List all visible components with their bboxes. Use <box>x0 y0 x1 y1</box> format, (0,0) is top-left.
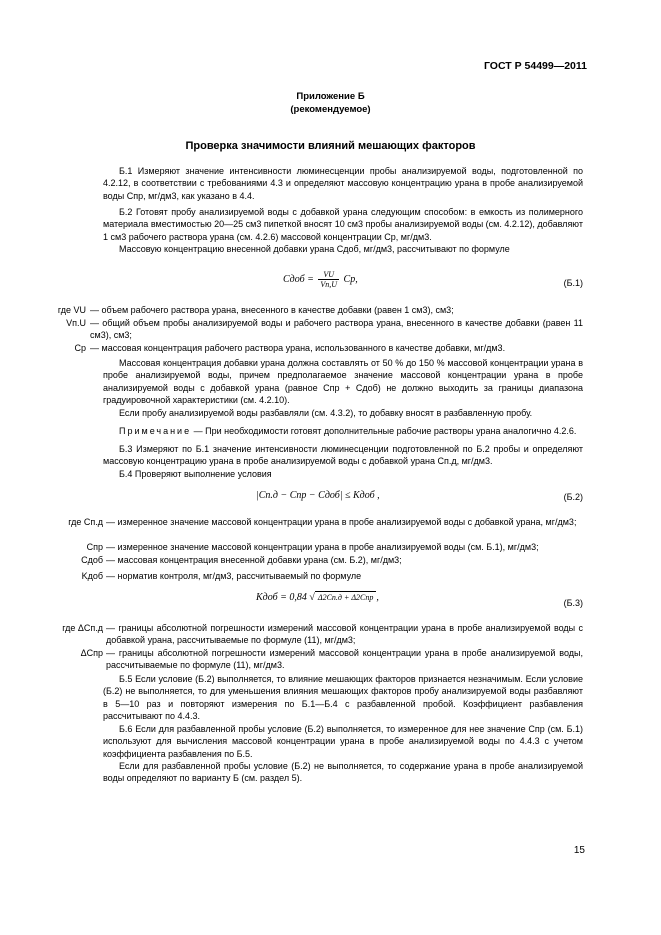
note-text: — При необходимости готовят дополнительные рабочие растворы урана аналогично 4.2.6. <box>191 426 577 436</box>
paragraph-dilution: Если пробу анализируемой воды разбавляли (см. 4.3.2), то добавку вносят в разбавленную пробу. <box>119 408 533 418</box>
def-text: — границы абсолютной погрешности измерений массовой концентрации урана в пробе анализируемой воды с добавкой урана, рассчитываемые по формуле (11), мг/дм3; <box>106 623 583 646</box>
def-symbol: Cдоб <box>81 555 103 565</box>
equation-b3 <box>256 592 379 603</box>
eq1-rhs: Cр, <box>343 273 358 285</box>
paragraph-b5: Б.5 Если условие (Б.2) выполняется, то влияние мешающих факторов признается незначимым. Если условие (Б.2) не выполняется, то для уменьшения влияния мешающих факторов пробу анализируемой воды разбавляют в 5—10 раз и повторяют измерения по Б.1—Б.4 с разбавленной пробой. Коэффициент разбавления рассчитывают по 4.4.3. <box>103 674 583 722</box>
paragraph-b6-variant: Если для разбавленной пробы условие (Б.2) не выполняется, то содержание урана в пробе анализируемой воды определяют по варианту Б (см. раздел 5). <box>103 761 583 784</box>
paragraph-b2-formula-intro: Массовую концентрацию внесенной добавки урана Cдоб, мг/дм3, рассчитывают по формуле <box>119 244 510 254</box>
def-text: — массовая концентрация рабочего раствора урана, использованного в качестве добавки, мг/дм3. <box>90 343 506 353</box>
appendix-title: Приложение Б <box>296 91 365 102</box>
def-text: — границы абсолютной погрешности измерений массовой концентрации урана в пробе анализируемой воды, рассчитываемые по формуле (11), мг/дм3. <box>106 648 583 671</box>
equation-b2: |Cп.д − Cпр − Cдоб| ≤ Kдоб , <box>256 490 380 501</box>
section-title: Проверка значимости влияний мешающих факторов <box>185 140 476 152</box>
paragraph-mass-concentration: Массовая концентрация добавки урана должна составлять от 50 % до 150 % массовой концентрации урана в пробе анализируемой воды, причем предполагаемое значение массовой концентрации урана в пробе анализируемой воды с добавкой урана (равное Cпр + Cдоб) не должно выходить за границы диапазона градуировочной характеристики (см. 4.2.10). <box>103 358 583 406</box>
note <box>103 425 583 437</box>
equation-b1 <box>283 270 358 289</box>
eq3-tail: , <box>376 592 379 603</box>
paragraph-b4: Б.4 Проверяют выполнение условия <box>119 469 272 479</box>
def-text: — норматив контроля, мг/дм3, рассчитываемый по формуле <box>106 571 362 581</box>
def-symbol: где ΔCп.д <box>62 623 103 633</box>
eq3-lhs: Kдоб = 0,84 <box>256 592 307 603</box>
eq3-radicand: Δ2Cп.д + Δ2Cпр <box>315 591 377 603</box>
sqrt-icon: √ <box>309 592 315 603</box>
paragraph-b1: Б.1 Измеряют значение интенсивности люминесценции пробы анализируемой воды, подготовленной по 4.2.12, в соответствии с требованиями 4.3 и определяют массовую концентрацию урана в пробе анализируемой воды Cпр, мг/дм3, как указано в 4.4. <box>103 166 583 201</box>
def-text: — измеренное значение массовой концентрации урана в пробе анализируемой воды (см. Б.1), мг/дм3; <box>106 542 539 552</box>
eq1-denominator: Vп,U <box>320 280 338 289</box>
def-text: — общий объем пробы анализируемой воды и рабочего раствора урана, внесенного в качестве добавки (равен 11 см3), см3; <box>90 318 583 341</box>
def-symbol: Kдоб <box>81 571 103 581</box>
def-symbol: где Cп.д <box>68 517 103 527</box>
def-text: — массовая концентрация внесенной добавки урана (см. Б.2), мг/дм3; <box>106 555 402 565</box>
def-text: — объем рабочего раствора урана, внесенного в качестве добавки (равен 1 см3), см3; <box>90 305 454 315</box>
paragraph-b6: Б.6 Если для разбавленной пробы условие (Б.2) выполняется, то измеренное для нее значение Cпр (см. Б.1) используют для вычисления массовой концентрации урана в пробе анализируемой воды по 4.4.3 с учетом коэффициента разбавления по Б.5. <box>103 724 583 759</box>
eq1-numerator: VU <box>318 270 339 280</box>
appendix-heading <box>0 90 661 116</box>
document-id: ГОСТ Р 54499—2011 <box>483 60 587 72</box>
def-symbol: Cр <box>74 343 86 353</box>
def-symbol: Vп.U <box>66 318 86 328</box>
equation-b1-number: (Б.1) <box>563 278 583 288</box>
def-symbol: ΔCпр <box>80 648 103 658</box>
equation-b3-number: (Б.3) <box>563 598 583 608</box>
eq1-lhs: Cдоб = <box>283 273 314 285</box>
def-symbol: Cпр <box>86 542 103 552</box>
paragraph-b3: Б.3 Измеряют по Б.1 значение интенсивности люминесценции подготовленной по Б.2 пробы и определяют массовую концентрацию урана в пробе анализируемой воды с добавкой урана Cп.д, мг/дм3. <box>103 444 583 467</box>
def-symbol: где VU <box>57 305 86 315</box>
appendix-status: (рекомендуемое) <box>290 104 371 115</box>
equation-b2-number: (Б.2) <box>563 492 583 502</box>
def-text: — измеренное значение массовой концентрации урана в пробе анализируемой воды с добавкой урана, мг/дм3; <box>106 517 577 527</box>
page-number: 15 <box>573 845 585 856</box>
paragraph-b2: Б.2 Готовят пробу анализируемой воды с добавкой урана следующим способом: в емкость из полимерного материала вместимостью 20—25 см3 пипеткой вносят 10 см3 пробы анализируемой воды (см. 4.2.12), добавляют 1 см3 рабочего раствора урана (см. 4.2.6) массовой концентрации Cр, мг/дм3. <box>103 207 583 242</box>
note-label: Примечание <box>119 426 192 436</box>
